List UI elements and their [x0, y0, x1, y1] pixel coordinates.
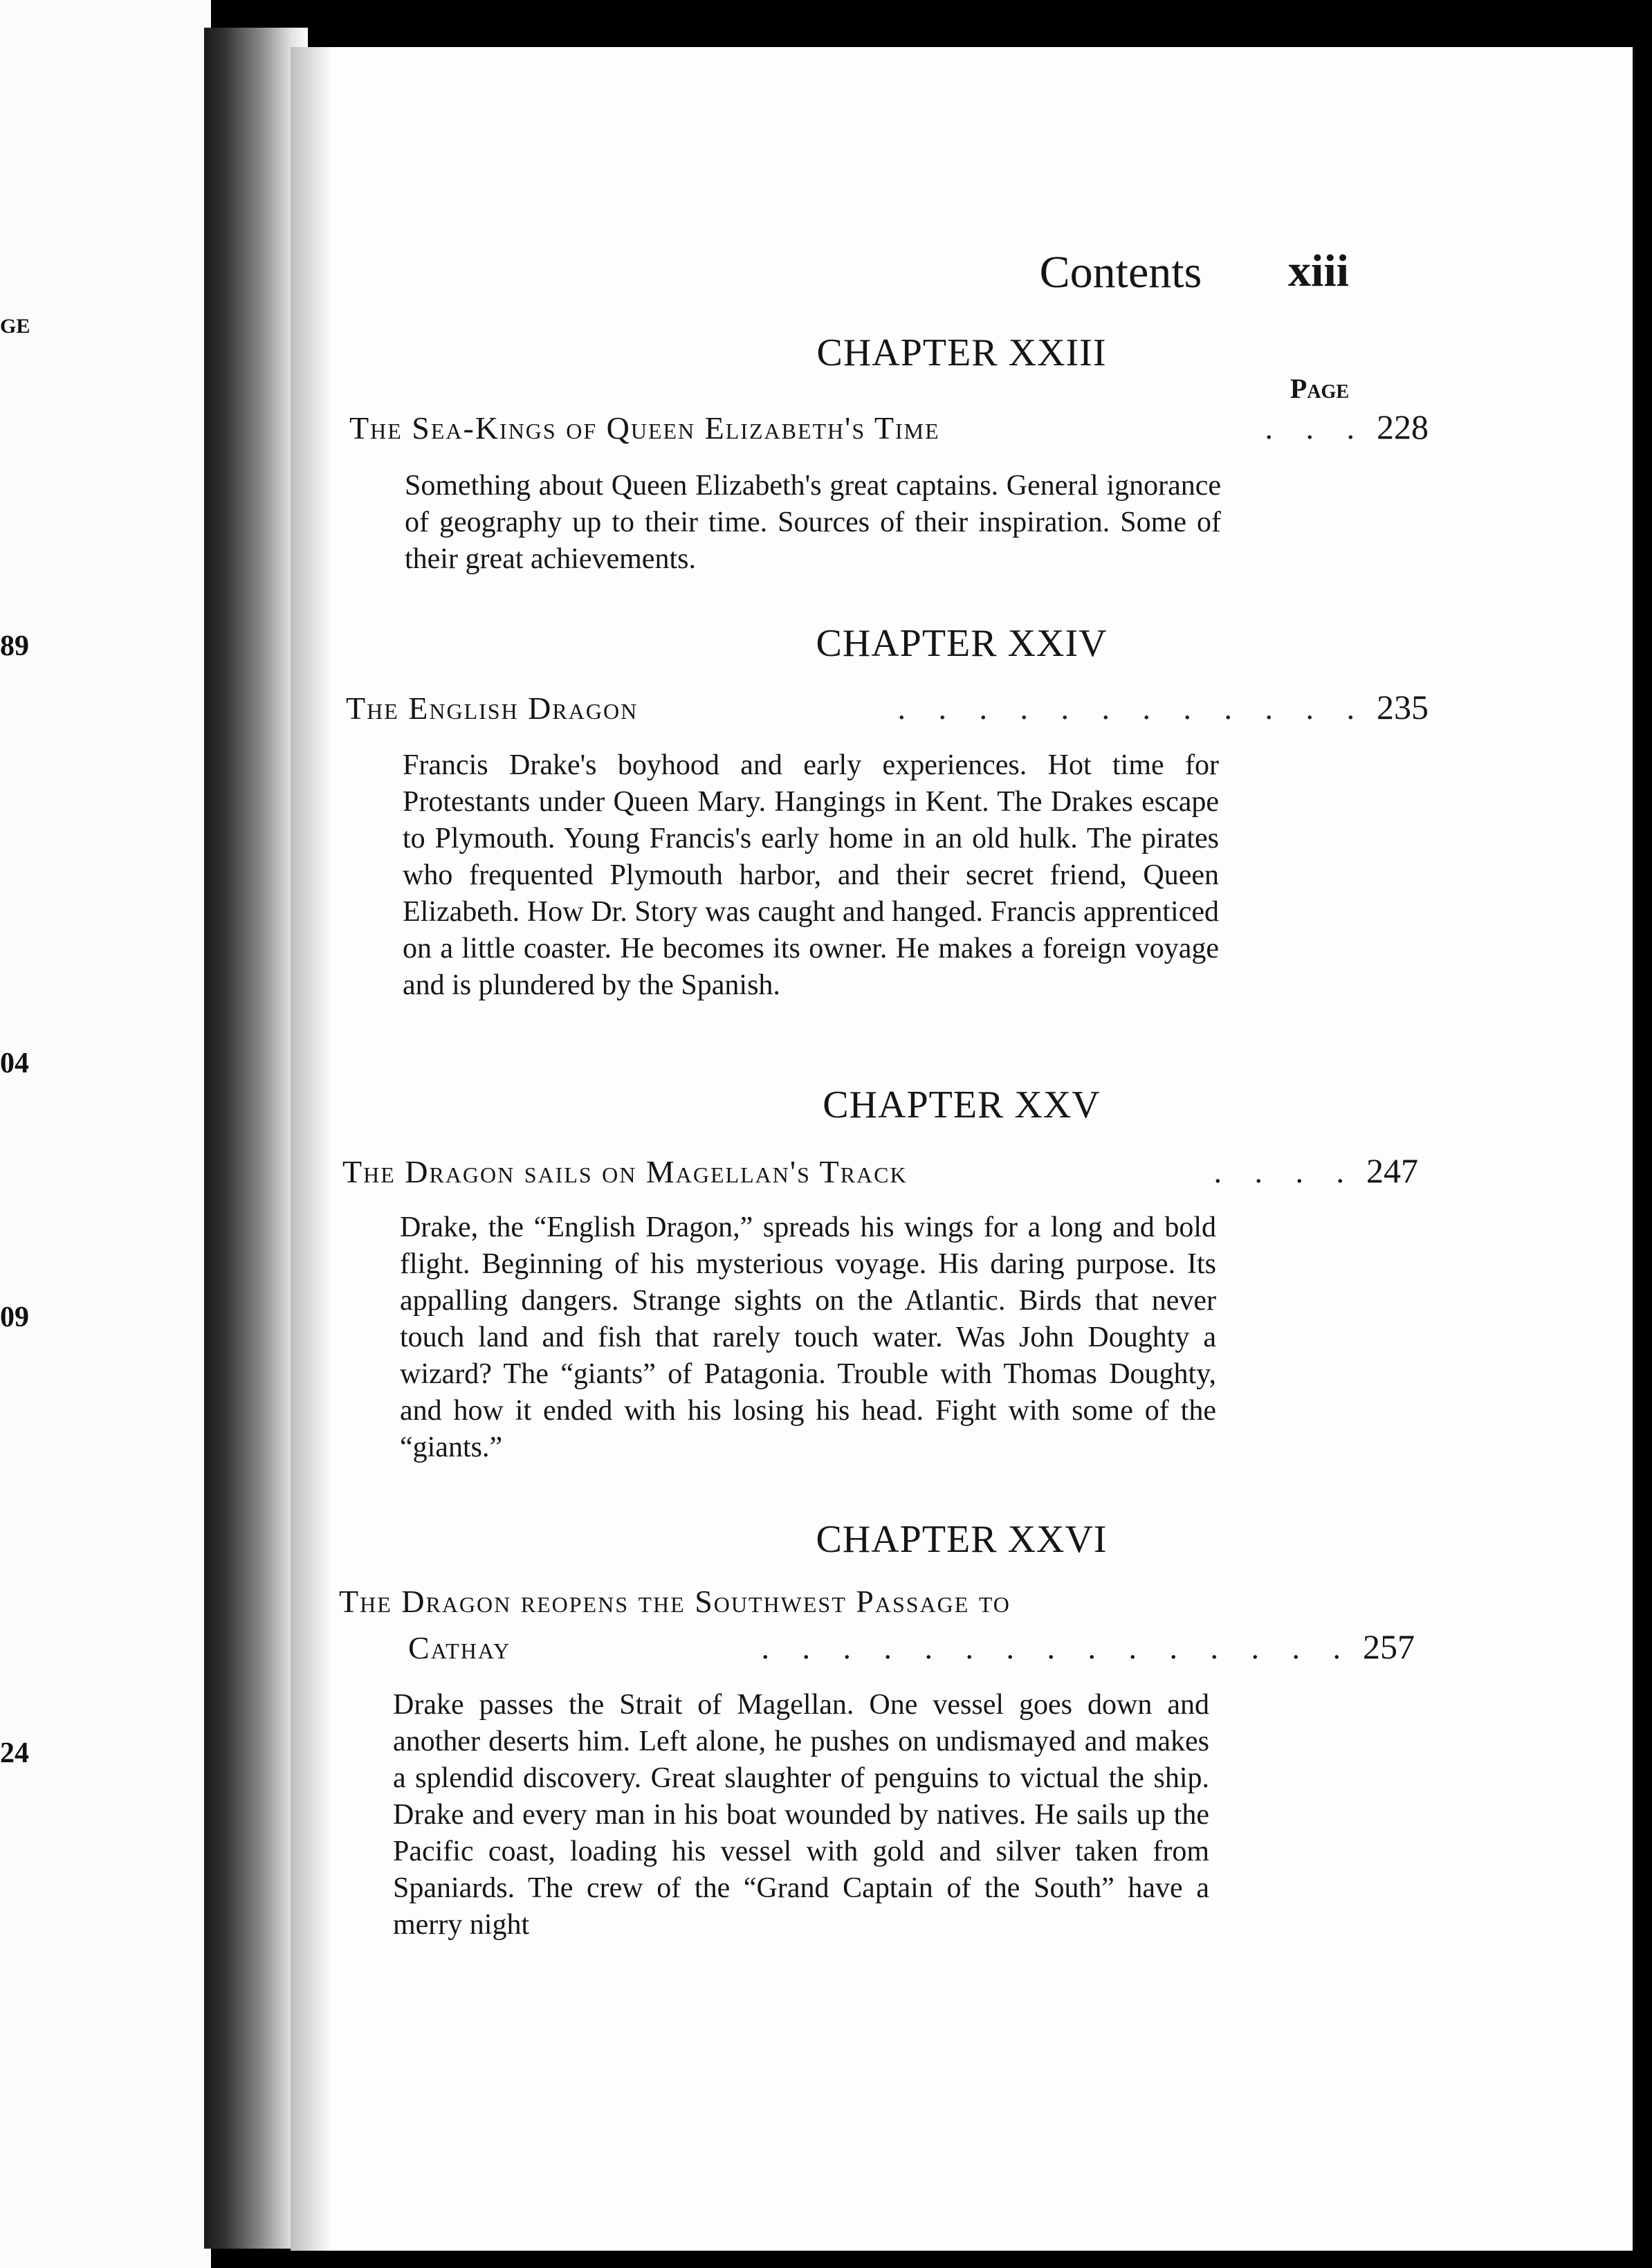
chapter-summary: Something about Queen Elizabeth's great captains. General ignorance of geography up to their time. Sources of their inspiration. Some of their great achievements.: [405, 470, 1221, 575]
entry-page-number: 257: [1363, 1627, 1415, 1666]
entry-page-number: 247: [1366, 1151, 1418, 1190]
toc-entry[interactable]: [346, 687, 1429, 727]
toc-entry[interactable]: [339, 1583, 1415, 1667]
dot-leader: . . . . . . . . . . . . . . .: [761, 1630, 1353, 1665]
entry-title: The Sea-Kings of Queen Elizabeth's Time: [349, 410, 940, 446]
page-number: xiii: [1287, 246, 1349, 296]
toc-entry[interactable]: [342, 1151, 1418, 1191]
toc-entry[interactable]: [349, 407, 1429, 447]
entry-page-number: 235: [1377, 688, 1429, 726]
chapter-summary: Drake, the “English Dragon,” spreads his wings for a long and bold flight. Beginning of his mysterious voyage. His daring purpose. Its appalling dangers. Strange sights on the Atlantic. Birds that never touch land and fish that rarely touch water. Was John Doughty a wizard? The “giants” of Patagonia. Trouble with Thomas Doughty, and how it ended with his losing his head. Fight with some of the “giants.”: [400, 1211, 1216, 1463]
dot-leader: . . .: [1265, 410, 1367, 446]
entry-title-continued: Cathay: [408, 1630, 511, 1665]
page-column-label: Page: [1290, 373, 1349, 404]
chapter-heading: CHAPTER XXIV: [816, 622, 1108, 665]
gutter-shadow: [291, 47, 332, 2251]
previous-page-edge: [0, 0, 211, 2268]
entry-title: The Dragon sails on Magellan's Track: [342, 1154, 908, 1189]
edge-fragment: 09: [0, 1301, 29, 1333]
chapter-summary: Drake passes the Strait of Magellan. One vessel goes down and another deserts him. Left alone, he pushes on undismayed and makes a splendid discovery. Great slaughter of penguins to victual the ship. Drake and every man in his boat wounded by natives. He sails up the Pacific coast, loading his vessel with gold and silver taken from Spaniards. The crew of the “Grand Captain of the South” have a merry night: [393, 1689, 1209, 1941]
edge-fragment: GE: [0, 315, 30, 338]
chapter-heading: CHAPTER XXVI: [816, 1518, 1108, 1561]
chapter-heading: CHAPTER XXIII: [816, 331, 1107, 374]
edge-fragment: 04: [0, 1048, 29, 1079]
chapter-heading: CHAPTER XXV: [823, 1083, 1101, 1126]
edge-fragment: 89: [0, 630, 29, 662]
entry-title: The Dragon reopens the Southwest Passage to: [339, 1584, 1011, 1619]
entry-page-number: 228: [1377, 408, 1429, 446]
dot-leader: . . . . . . . . . . . .: [897, 691, 1367, 726]
page-title: Contents: [1039, 247, 1202, 298]
contents-page: [291, 47, 1633, 2251]
edge-fragment: 24: [0, 1737, 29, 1769]
chapter-summary: Francis Drake's boyhood and early experiences. Hot time for Protestants under Queen Mary. Hangings in Kent. The Drakes escape to Plymouth. Young Francis's early home in an old hulk. The pirates who frequented Plymouth harbor, and their secret friend, Queen Elizabeth. How Dr. Story was caught and hanged. Francis apprenticed on a little coaster. He becomes its owner. He makes a foreign voyage and is plundered by the Spanish.: [403, 749, 1219, 1001]
entry-title: The English Dragon: [346, 691, 639, 726]
dot-leader: . . . .: [1213, 1154, 1357, 1189]
